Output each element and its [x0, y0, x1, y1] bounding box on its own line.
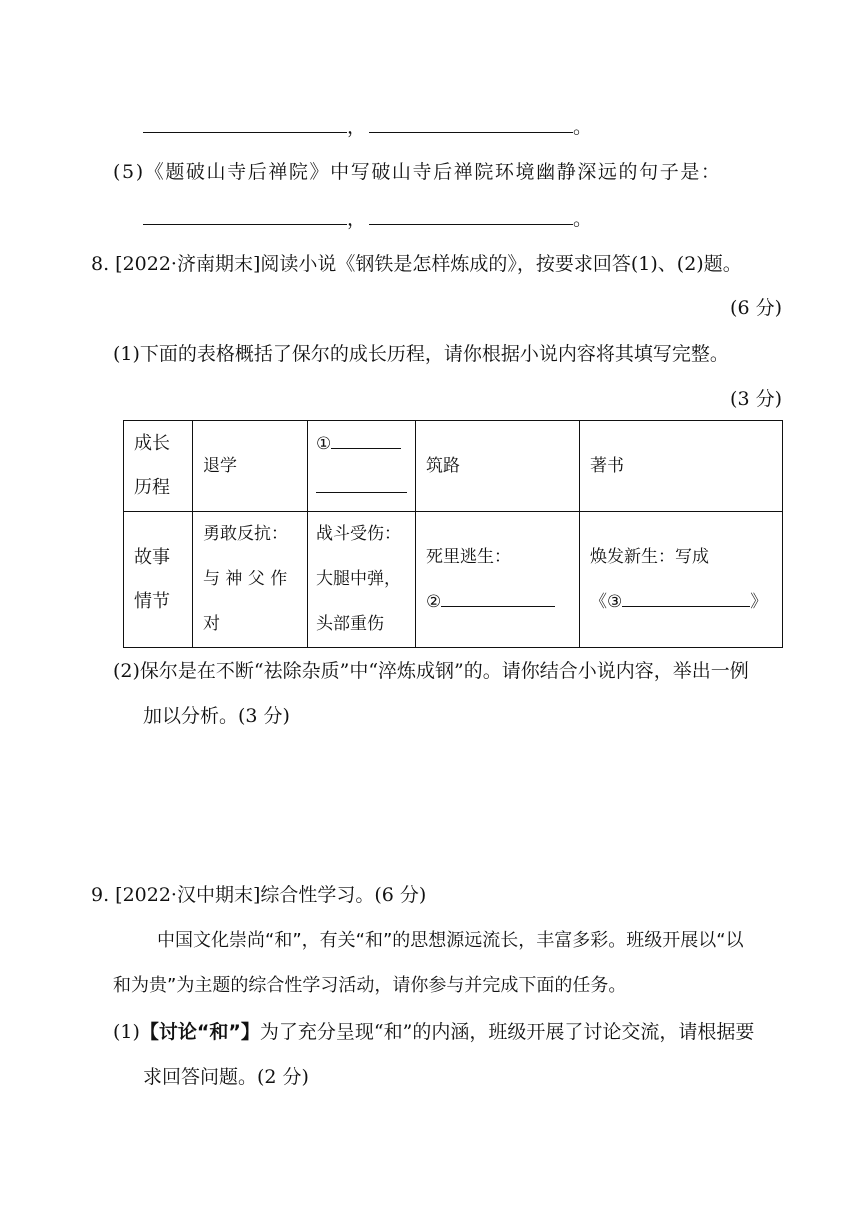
plot-text: 战斗受伤： — [316, 524, 401, 544]
answer-blank[interactable] — [441, 590, 555, 607]
question-8-score: (6 分) — [730, 297, 782, 319]
question-9-heading: 9. [2022·汉中期末]综合性学习。(6 分) — [91, 884, 427, 906]
period: 。 — [573, 116, 593, 138]
answer-blank[interactable] — [369, 208, 573, 225]
circled-marker-1: ① — [316, 434, 332, 454]
period: 。 — [573, 208, 593, 230]
item-number: (1) — [113, 1021, 140, 1043]
question-9-1-text — [113, 1023, 754, 1042]
plot-text: 死里逃生： — [426, 546, 511, 567]
row-header-plot — [124, 512, 193, 648]
question-8-1-score: (3 分) — [730, 388, 782, 410]
stage-3-cell: 筑路 — [416, 421, 580, 512]
question-8-heading: 8. [2022·济南期末]阅读小说《钢铁是怎样炼成的》，按要求回答(1)、(2)题。 — [91, 253, 742, 275]
question-9-intro-cont: 和为贵”为主题的综合性学习活动，请你参与并完成下面的任务。 — [113, 975, 627, 996]
question-7-5-text: (5)《题破山寺后禅院》中写破山寺后禅院环境幽静深远的句子是： — [113, 161, 722, 183]
row-header-growth — [124, 421, 193, 512]
plot-3-cell[interactable] — [416, 512, 580, 648]
growth-table — [123, 420, 783, 648]
plot-2-cell — [308, 512, 416, 648]
stage-2-line2 — [316, 466, 407, 510]
plot-1-cell — [193, 512, 308, 648]
header-text: 故事 — [134, 546, 170, 568]
answer-blank[interactable] — [143, 116, 347, 133]
plot-4-answer — [590, 580, 772, 625]
plot-text: 与 神 父 作 — [203, 569, 288, 589]
answer-blank[interactable] — [369, 116, 573, 133]
answer-blank-line-top — [143, 116, 592, 137]
header-text: 情节 — [134, 590, 170, 612]
answer-blank[interactable] — [143, 208, 347, 225]
question-9-intro: 中国文化崇尚“和”，有关“和”的思想源远流长，丰富多彩。班级开展以“以 — [157, 930, 744, 951]
plot-text: 大腿中弹， — [316, 569, 401, 589]
header-text: 历程 — [134, 477, 170, 498]
stage-1-cell: 退学 — [193, 421, 308, 512]
book-title-close: 》 — [750, 591, 768, 612]
comma: ， — [347, 116, 367, 138]
question-9-1-text-cont: 求回答问题。(2 分) — [143, 1066, 309, 1088]
stage-4-cell: 著书 — [580, 421, 783, 512]
question-8-1-text: (1)下面的表格概括了保尔的成长历程，请你根据小说内容将其填写完整。 — [113, 343, 729, 365]
question-8-2-text-cont: 加以分析。(3 分) — [143, 705, 290, 727]
plot-text: 勇敢反抗： — [203, 524, 288, 544]
plot-4-cell[interactable] — [580, 512, 783, 648]
stage-2-line1 — [316, 422, 407, 466]
plot-3-answer — [426, 580, 569, 625]
plot-text: 对 — [203, 614, 220, 634]
header-text: 成长 — [134, 433, 170, 454]
stage-2-cell[interactable] — [308, 421, 416, 512]
answer-blank[interactable] — [331, 432, 401, 449]
book-title-open: 《③ — [590, 591, 623, 612]
task-text: 为了充分呈现“和”的内涵，班级开展了讨论交流，请根据要 — [259, 1021, 755, 1043]
answer-blank-line-7-5 — [143, 208, 592, 229]
comma: ， — [347, 208, 367, 230]
task-title: 【讨论“和”】 — [139, 1021, 260, 1043]
answer-blank[interactable] — [316, 476, 407, 493]
answer-blank[interactable] — [622, 590, 750, 607]
plot-text: 焕发新生：写成 — [590, 546, 709, 567]
plot-text: 头部重伤 — [316, 614, 384, 634]
question-8-2-text: (2)保尔是在不断“祛除杂质”中“淬炼成钢”的。请你结合小说内容，举出一例 — [113, 660, 749, 682]
circled-marker-2: ② — [426, 591, 442, 612]
